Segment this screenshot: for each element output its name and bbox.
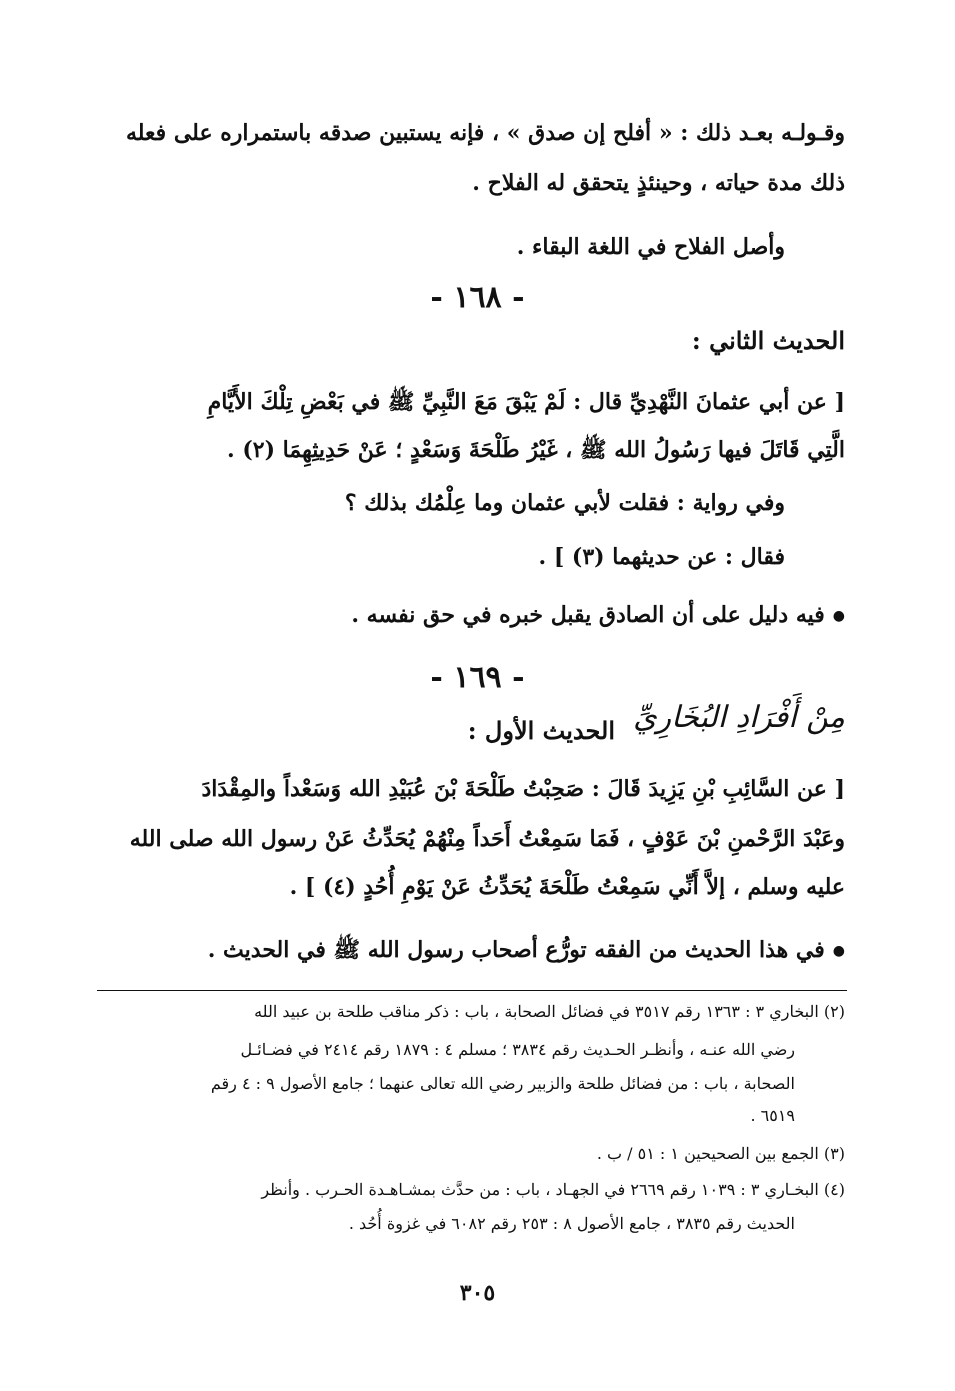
hadith-number: - ١٦٨ - — [430, 280, 525, 315]
footnote-separator — [97, 990, 847, 991]
footnote: الحديث رقم ٣٨٣٥ ، جامع الأصول ٨ : ٢٥٣ رقم ٦٠٨٢ في غزوة أُحُد . — [348, 1214, 795, 1233]
hadith-title: الحديث الأول : — [467, 716, 615, 745]
hadith-text: فقال : عن حديثهما (٣) ] . — [538, 544, 785, 570]
hadith-note: ● فيه دليل على أن الصادق يقبل خبره في حق نفسه . — [110, 602, 845, 628]
hadith-text: [ عن السَّائِبِ بْنِ يَزِيدَ قَالَ : صَحِبْتُ طَلْحَةَ بْنَ عُبَيْدِ الله وَسَعْداً والمِقْدَادَ — [201, 776, 845, 802]
footnote: رضي الله عنـه ، وأنظـر الحـديث رقم ٣٨٣٤ ؛ مسلم ٤ : ١٨٧٩ رقم ٢٤١٤ في فضـائـل — [240, 1040, 795, 1059]
page-number: ٣٠٥ — [459, 1280, 496, 1306]
calligraphy-heading: مِنْ أَفْرَادِ البُخَارِيِّ — [633, 700, 845, 735]
hadith-number: - ١٦٩ - — [430, 660, 525, 695]
footnote: الصحابة ، باب : من فضائل طلحة والزبير رضي الله تعالى عنهما ؛ جامع الأصول ٩ : ٤ رقم — [210, 1074, 795, 1093]
hadith-text: عليه وسلم ، إلاَّ أَنِّي سَمِعْتُ طَلْحَةَ يُحَدِّثُ عَنْ يَوْمِ أُحُدٍ (٤) ] . — [289, 874, 845, 900]
hadith-text: وفي رواية : فقلت لأبي عثمان وما عِلْمُك بذلك ؟ — [344, 490, 785, 516]
footnote: (٤) البخـاري ٣ : ١٠٣٩ رقم ٢٦٦٩ في الجهـاد ، باب : من حدَّث بمشـاهـدة الحـرب . وأنظر — [261, 1180, 845, 1199]
text-line: وأصل الفلاح في اللغة البقاء . — [516, 234, 785, 260]
text-line: وقـولـه بعـد ذلك : « أفلح إن صدق » ، فإنه يستبين صدقه باستمراره على فعله — [125, 120, 845, 146]
footnote: ٦٥١٩ . — [750, 1106, 795, 1125]
hadith-note: ● في هذا الحديث من الفقه تورُّع أصحاب رسول الله ﷺ في الحديث . — [110, 936, 845, 968]
hadith-text: [ عن أبي عثمانَ النَّهْدِيِّ قال : لَمْ يَبْقَ مَعَ النَّبِيِّ ﷺ في بَعْضِ تِلْكَ الأَيَّامِ — [207, 389, 845, 415]
hadith-text: الَّتِي قَاتَلَ فيها رَسُولُ الله ﷺ ، غَيْرُ طَلْحَةَ وَسَعْدٍ ؛ عَنْ حَدِيثِهِمَا (٢) . — [227, 437, 845, 463]
footnote: (٢) البخاري ٣ : ١٣٦٣ رقم ٣٥١٧ في فضائل الصحابة ، باب : ذكر مناقب طلحة بن عبيد الله — [254, 1002, 845, 1021]
footnote: (٣) الجمع بين الصحيحين ١ : ٥١ / ب . — [596, 1144, 845, 1163]
hadith-text: وعَبْدَ الرَّحْمنِ بْنَ عَوْفٍ ، فَمَا سَمِعْتُ أَحَداً مِنْهُمْ يُحَدِّثُ عَنْ رسول الله صلى الله — [129, 826, 845, 852]
text-line: ذلك مدة حياته ، وحينئذٍ يتحقق له الفلاح . — [472, 170, 845, 196]
hadith-title: الحديث الثاني : — [691, 326, 845, 355]
